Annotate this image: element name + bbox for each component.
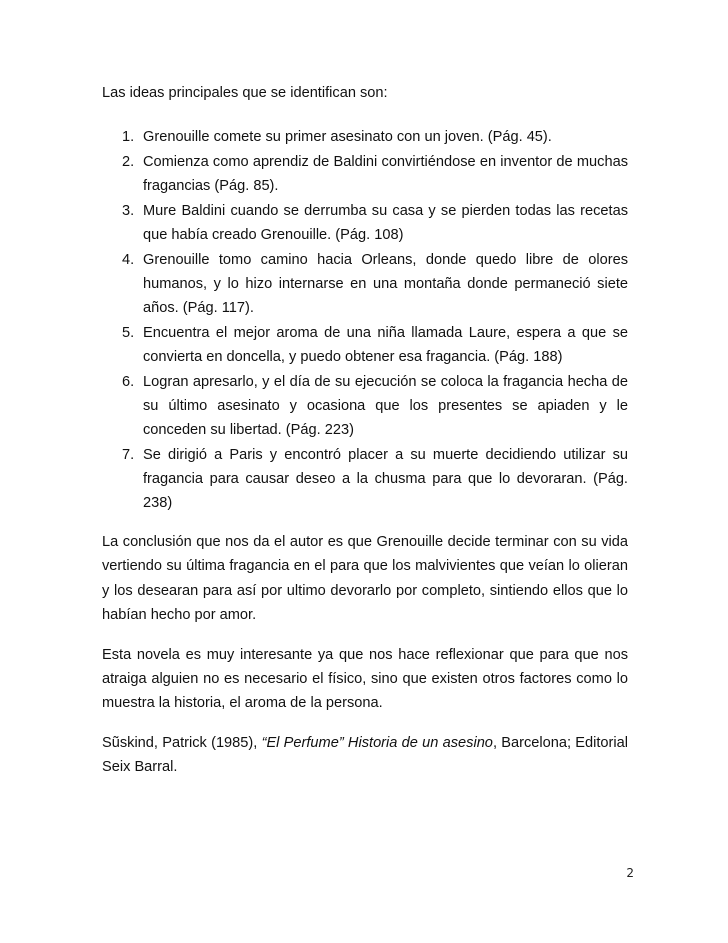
list-item-number: 1. [122,129,135,145]
list-item [102,199,628,247]
intro-line: Las ideas principales que se identifican son: [102,85,388,101]
list-item [102,321,628,369]
list-item-number: 4. [122,252,135,268]
list-item-text: Logran apresarlo, y el día de su ejecución se coloca la fragancia hecha de su último asesinato y ocasiona que los presentes se apiaden y le conceden su libertad. (Pág. 223) [143,374,628,438]
reference-author: Sũskind, Patrick (1985), [102,734,262,751]
page-number: 2 [626,866,634,880]
list-item-text: Mure Baldini cuando se derrumba su casa y se pierden todas las recetas que había creado Grenouille. (Pág. 108) [143,203,628,243]
list-item-number: 7. [122,447,135,463]
conclusion-paragraph: La conclusión que nos da el autor es que Grenouille decide terminar con su vida vertiendo su última fragancia en el para que los malvivientes que veían lo olieran y los desearan para así por ultimo devorarlo por completo, sintiendo ellos que lo habían hecho por amor. [102,534,628,624]
list-item-number: 3. [122,203,135,219]
list-item [102,248,628,320]
list-item [102,150,628,198]
main-ideas-list [102,125,628,515]
list-item-text: Grenouille comete su primer asesinato con un joven. (Pág. 45). [143,129,552,145]
list-item-number: 2. [122,154,135,170]
bibliographic-reference [102,731,628,780]
page-content [102,80,628,780]
list-item [102,443,628,515]
list-item-number: 5. [122,325,135,341]
list-item-text: Grenouille tomo camino hacia Orleans, donde quedo libre de olores humanos, y lo hizo internarse en una montaña donde permaneció siete años. (Pág. 117). [143,252,628,316]
opinion-paragraph: Esta novela es muy interesante ya que nos hace reflexionar que para que nos atraiga alguien no es necesario el físico, sino que existen otros factores como lo muestra la historia, el aroma de la persona. [102,646,628,712]
list-item-text: Comienza como aprendiz de Baldini convirtiéndose en inventor de muchas fragancias (Pág. 85). [143,154,628,194]
list-item [102,125,628,149]
list-item-text: Se dirigió a Paris y encontró placer a su muerte decidiendo utilizar su fragancia para causar deseo a la chusma para que lo devoraran. (Pág. 238) [143,447,628,511]
reference-title: “El Perfume” Historia de un asesino [261,734,493,751]
list-item-number: 6. [122,374,135,390]
list-item [102,370,628,442]
list-item-text: Encuentra el mejor aroma de una niña llamada Laure, espera a que se convierta en doncella, y puedo obtener esa fragancia. (Pág. 188) [143,325,628,365]
reference-publisher: , Barcelona; Editorial Seix Barral. [102,734,628,776]
